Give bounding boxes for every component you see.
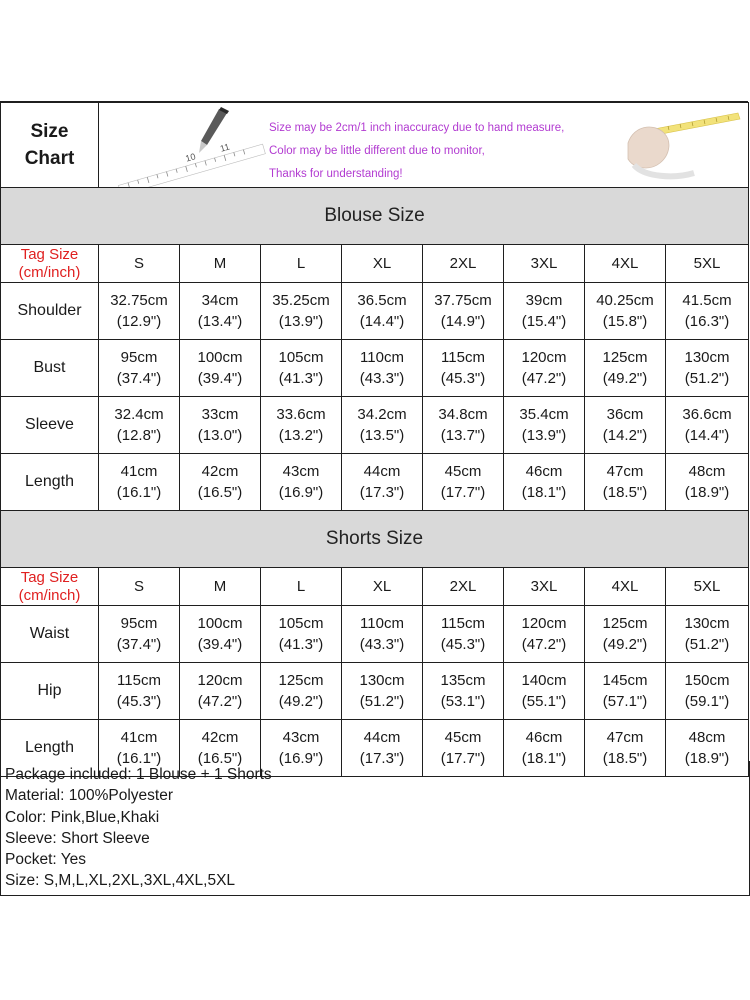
- table-cell: 34cm (13.4"): [180, 283, 261, 340]
- table-cell: 43cm (16.9"): [261, 720, 342, 777]
- table-cell: 36.5cm (14.4"): [342, 283, 423, 340]
- blouse-section-title: Blouse Size: [1, 188, 749, 245]
- table-cell: 100cm (39.4"): [180, 606, 261, 663]
- size-chart-title: Size Chart: [1, 103, 99, 188]
- shorts-size-l: L: [261, 568, 342, 606]
- table-cell: 44cm (17.3"): [342, 454, 423, 511]
- table-cell: 110cm (43.3"): [342, 340, 423, 397]
- blouse-shoulder-row: [1, 283, 749, 340]
- table-cell: 105cm (41.3"): [261, 340, 342, 397]
- table-cell: 48cm (18.9"): [666, 454, 749, 511]
- shorts-section-header: [1, 511, 749, 568]
- table-cell: 34.2cm (13.5"): [342, 397, 423, 454]
- blouse-size-s: S: [99, 245, 180, 283]
- table-cell: 150cm (59.1"): [666, 663, 749, 720]
- table-cell: 35.4cm (13.9"): [504, 397, 585, 454]
- table-cell: 39cm (15.4"): [504, 283, 585, 340]
- blouse-bust-row: [1, 340, 749, 397]
- product-info-sleeve: Sleeve: Short Sleeve: [5, 829, 150, 847]
- blouse-size-2xl: 2XL: [423, 245, 504, 283]
- table-cell: 120cm (47.2"): [504, 606, 585, 663]
- chart-header-row: [1, 103, 749, 188]
- table-cell: 32.4cm (12.8"): [99, 397, 180, 454]
- shorts-size-s: S: [99, 568, 180, 606]
- table-cell: 130cm (51.2"): [666, 340, 749, 397]
- table-cell: 95cm (37.4"): [99, 606, 180, 663]
- ruler-number-11: 11: [218, 141, 231, 154]
- table-cell: 41.5cm (16.3"): [666, 283, 749, 340]
- table-cell: 45cm (17.7"): [423, 454, 504, 511]
- table-cell: 32.75cm (12.9"): [99, 283, 180, 340]
- table-cell: 125cm (49.2"): [585, 606, 666, 663]
- table-cell: 110cm (43.3"): [342, 606, 423, 663]
- shorts-size-m: M: [180, 568, 261, 606]
- product-info-pocket: Pocket: Yes: [5, 851, 87, 869]
- row-label-shoulder: Shoulder: [1, 283, 99, 340]
- shorts-section-title: Shorts Size: [1, 511, 749, 568]
- ruler-number-10: 10: [184, 151, 197, 164]
- table-cell: 115cm (45.3"): [99, 663, 180, 720]
- table-cell: 47cm (18.5"): [585, 720, 666, 777]
- product-info-color: Color: Pink,Blue,Khaki: [5, 808, 160, 826]
- table-cell: 100cm (39.4"): [180, 340, 261, 397]
- shorts-waist-row: [1, 606, 749, 663]
- table-cell: 125cm (49.2"): [585, 340, 666, 397]
- notice-line-3: Thanks for understanding!: [269, 168, 403, 180]
- shorts-hip-row: [1, 663, 749, 720]
- table-cell: 42cm (16.5"): [180, 454, 261, 511]
- row-label-bust: Bust: [1, 340, 99, 397]
- notice-text: [269, 117, 564, 186]
- table-cell: 41cm (16.1"): [99, 454, 180, 511]
- table-cell: 43cm (16.9"): [261, 454, 342, 511]
- blouse-size-5xl: 5XL: [666, 245, 749, 283]
- product-info-size: Size: S,M,L,XL,2XL,3XL,4XL,5XL: [5, 872, 236, 890]
- shorts-size-header-row: [1, 568, 749, 606]
- row-label-length: Length: [1, 720, 99, 777]
- table-cell: 33.6cm (13.2"): [261, 397, 342, 454]
- shorts-size-2xl: 2XL: [423, 568, 504, 606]
- shorts-size-4xl: 4XL: [585, 568, 666, 606]
- table-cell: 42cm (16.5"): [180, 720, 261, 777]
- product-info-box: [0, 761, 750, 896]
- table-cell: 105cm (41.3"): [261, 606, 342, 663]
- table-cell: 130cm (51.2"): [342, 663, 423, 720]
- row-label-length: Length: [1, 454, 99, 511]
- table-cell: 120cm (47.2"): [180, 663, 261, 720]
- table-cell: 48cm (18.9"): [666, 720, 749, 777]
- size-chart-table: [0, 102, 749, 777]
- table-cell: 120cm (47.2"): [504, 340, 585, 397]
- blouse-size-4xl: 4XL: [585, 245, 666, 283]
- notice-banner: [99, 103, 749, 188]
- table-cell: 115cm (45.3"): [423, 606, 504, 663]
- blouse-length-row: [1, 454, 749, 511]
- table-cell: 35.25cm (13.9"): [261, 283, 342, 340]
- tape-measure-icon: [654, 113, 740, 135]
- notice-line-1: Size may be 2cm/1 inch inaccuracy due to hand measure,: [269, 122, 565, 134]
- table-cell: 44cm (17.3"): [342, 720, 423, 777]
- table-cell: 47cm (18.5"): [585, 454, 666, 511]
- product-info-material: Material: 100%Polyester: [5, 787, 173, 805]
- shorts-size-3xl: 3XL: [504, 568, 585, 606]
- table-cell: 115cm (45.3"): [423, 340, 504, 397]
- row-label-hip: Hip: [1, 663, 99, 720]
- notice-line-2: Color may be little different due to monitor,: [269, 145, 485, 157]
- table-cell: 145cm (57.1"): [585, 663, 666, 720]
- table-cell: 45cm (17.7"): [423, 720, 504, 777]
- table-cell: 140cm (55.1"): [504, 663, 585, 720]
- blouse-sleeve-row: [1, 397, 749, 454]
- blouse-size-3xl: 3XL: [504, 245, 585, 283]
- table-cell: 36.6cm (14.4"): [666, 397, 749, 454]
- blouse-size-xl: XL: [342, 245, 423, 283]
- table-cell: 125cm (49.2"): [261, 663, 342, 720]
- table-cell: 95cm (37.4"): [99, 340, 180, 397]
- table-cell: 135cm (53.1"): [423, 663, 504, 720]
- hand-icon: [628, 127, 694, 176]
- table-cell: 37.75cm (14.9"): [423, 283, 504, 340]
- table-cell: 46cm (18.1"): [504, 720, 585, 777]
- row-label-sleeve: Sleeve: [1, 397, 99, 454]
- table-cell: 34.8cm (13.7"): [423, 397, 504, 454]
- table-cell: 36cm (14.2"): [585, 397, 666, 454]
- measuring-hand-illustration: [614, 103, 744, 187]
- shorts-tag-size-label: Tag Size (cm/inch): [1, 568, 99, 606]
- blouse-size-header-row: [1, 245, 749, 283]
- table-cell: 130cm (51.2"): [666, 606, 749, 663]
- shorts-size-5xl: 5XL: [666, 568, 749, 606]
- table-cell: 33cm (13.0"): [180, 397, 261, 454]
- table-cell: 41cm (16.1"): [99, 720, 180, 777]
- product-info-package: Package included: 1 Blouse + 1 Shorts: [5, 766, 272, 783]
- blouse-size-l: L: [261, 245, 342, 283]
- size-chart-sheet: [0, 102, 748, 777]
- blouse-tag-size-label: Tag Size (cm/inch): [1, 245, 99, 283]
- row-label-waist: Waist: [1, 606, 99, 663]
- shorts-size-xl: XL: [342, 568, 423, 606]
- blouse-section-header: [1, 188, 749, 245]
- table-cell: 46cm (18.1"): [504, 454, 585, 511]
- blouse-size-m: M: [180, 245, 261, 283]
- table-cell: 40.25cm (15.8"): [585, 283, 666, 340]
